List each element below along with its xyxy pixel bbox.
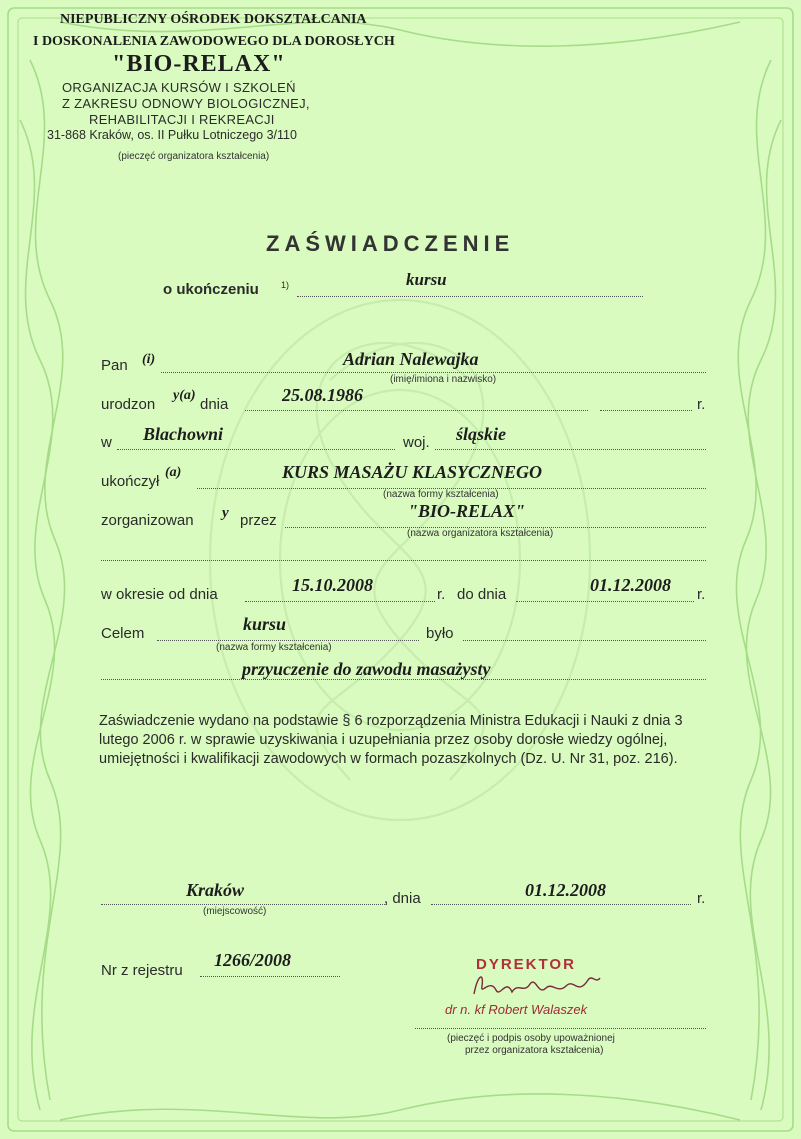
issue-r: r.	[697, 890, 706, 907]
born-r: r.	[697, 396, 706, 413]
completion-footnote: 1)	[281, 280, 290, 290]
completion-value: kursu	[406, 270, 447, 289]
completed-label: ukończył	[101, 473, 160, 490]
purpose-caption: (nazwa formy kształcenia)	[216, 642, 332, 653]
stamp-line-3: ORGANIZACJA KURSÓW I SZKOLEŃ	[62, 80, 296, 95]
birth-place: Blachowni	[143, 424, 224, 444]
period-from-label: w okresie od dnia	[101, 586, 218, 603]
place-city-line	[117, 449, 395, 450]
director-stamp: DYREKTOR	[476, 956, 576, 973]
born-line	[245, 410, 588, 411]
period-from-date: 15.10.2008	[292, 575, 373, 595]
registry-label: Nr z rejestru	[101, 962, 183, 979]
organized-caption: (nazwa organizatora kształcenia)	[407, 528, 554, 539]
period-to-line	[516, 601, 694, 602]
stamp-address: 31-868 Kraków, os. II Pułku Lotniczego 3/110	[47, 128, 297, 142]
signature-scribble	[470, 968, 610, 1002]
purpose-description: przyuczenie do zawodu masażysty	[242, 659, 491, 679]
signature-caption-2: przez organizatora kształcenia)	[465, 1045, 604, 1056]
person-caption: (imię/imiona i nazwisko)	[390, 374, 497, 385]
born-dnia-label: dnia	[200, 396, 229, 413]
organized-suffix: y	[222, 505, 229, 521]
stamp-line-4: Z ZAKRESU ODNOWY BIOLOGICZNEJ,	[62, 96, 310, 111]
purpose-value: kursu	[243, 614, 287, 634]
stamp-organization-name: "BIO-RELAX"	[112, 51, 286, 77]
issue-dnia-label: , dnia	[384, 890, 421, 907]
person-name: Adrian Nalewajka	[343, 349, 479, 369]
organized-label: zorganizowan	[101, 512, 194, 529]
purpose-line	[157, 640, 419, 641]
purpose-bylo: było	[426, 625, 454, 642]
organized-extra-line	[101, 560, 706, 561]
completed-caption: (nazwa formy kształcenia)	[383, 489, 499, 500]
born-year-line	[600, 410, 692, 411]
stamp-line-2: I DOSKONALENIA ZAWODOWEGO DLA DOROSŁYCH	[33, 34, 395, 49]
signature-line	[415, 1028, 706, 1029]
completion-line	[297, 296, 643, 297]
issue-date: 01.12.2008	[525, 880, 606, 900]
born-label: urodzon	[101, 396, 156, 413]
completed-suffix: (a)	[165, 465, 182, 480]
place-w: w	[101, 434, 112, 451]
period-from-line	[245, 601, 435, 602]
birth-date: 25.08.1986	[282, 385, 363, 405]
period-to-date: 01.12.2008	[590, 575, 671, 595]
stamp-line-1: NIEPUBLICZNY OŚRODEK DOKSZTAŁCANIA	[60, 12, 367, 27]
issue-city-line	[101, 904, 387, 905]
organizer-name: "BIO-RELAX"	[408, 501, 526, 521]
period-r1: r.	[437, 586, 446, 603]
born-suffix: y(a)	[173, 388, 196, 403]
period-r2: r.	[697, 586, 706, 603]
voivodeship: śląskie	[456, 424, 507, 444]
purpose-label: Celem	[101, 625, 145, 642]
completion-label: o ukończeniu	[163, 281, 259, 298]
issue-date-line	[431, 904, 691, 905]
course-name: KURS MASAŻU KLASYCZNEGO	[282, 462, 543, 482]
period-to-label: do dnia	[457, 586, 507, 603]
stamp-caption: (pieczęć organizatora kształcenia)	[118, 151, 270, 162]
signature-caption-1: (pieczęć i podpis osoby upoważnionej	[447, 1033, 615, 1044]
registry-line	[200, 976, 340, 977]
place-woj-label: woj.	[403, 434, 430, 451]
legal-basis-text: Zaświadczenie wydano na podstawie § 6 rozporządzenia Ministra Edukacji i Nauki z dnia 3 lutego 2006 r. w sprawie uzyskiwania i uzupełniania przez osoby dorosłe wiedzy ogólnej, umiejętności i kwalifikacji zawodowych w formach pozaszkolnych (Dz. U. Nr 31, poz. 216).	[99, 713, 683, 767]
purpose-bylo-line	[463, 640, 706, 641]
place-woj-line	[435, 449, 706, 450]
registry-number: 1266/2008	[214, 950, 292, 970]
director-name: dr n. kf Robert Walaszek	[445, 1002, 588, 1017]
issue-city: Kraków	[186, 880, 245, 900]
issue-city-caption: (miejscowość)	[203, 906, 267, 917]
stamp-line-5: REHABILITACJI I REKREACJI	[89, 112, 275, 127]
document-title: ZAŚWIADCZENIE	[266, 231, 515, 256]
organized-przez: przez	[240, 512, 277, 529]
person-label: Pan	[101, 357, 128, 374]
person-marker: (i)	[142, 352, 156, 367]
person-line	[161, 372, 706, 373]
